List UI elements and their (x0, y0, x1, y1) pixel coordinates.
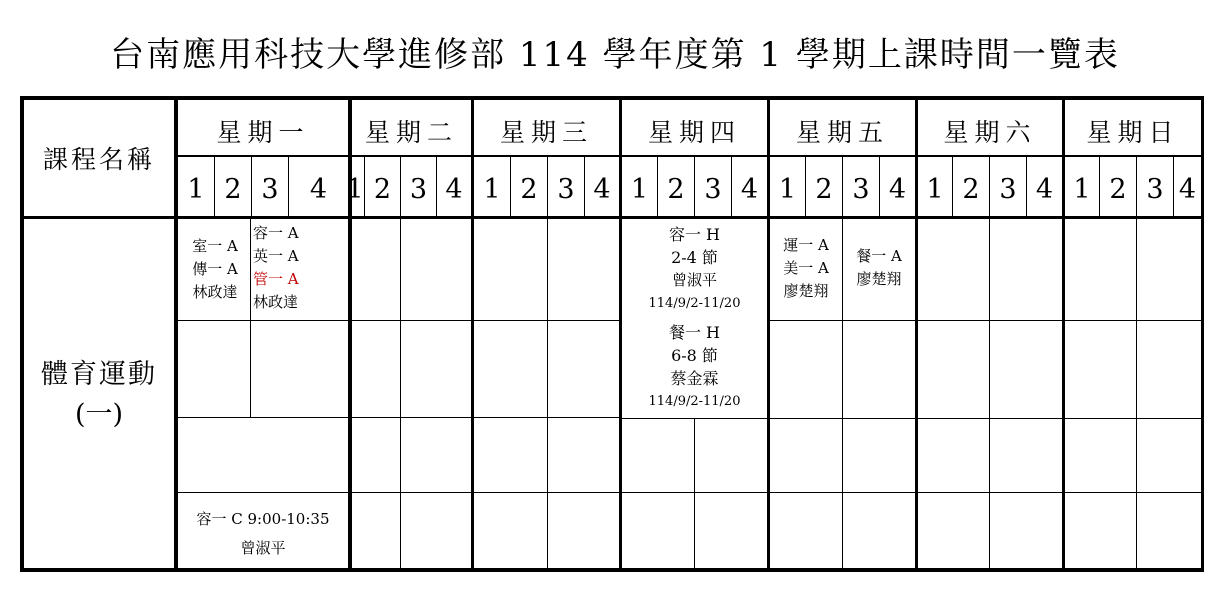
col-sep-course (174, 96, 178, 572)
class-line: 英一 A (253, 247, 299, 265)
cell-line (400, 219, 401, 569)
period-number: 1 (926, 174, 944, 205)
period-number: 1 (778, 174, 797, 205)
period-number: 3 (557, 174, 575, 205)
class-line: 114/9/2-11/20 (648, 394, 741, 409)
class-line: 林政達 (192, 283, 238, 301)
period-number: 3 (852, 174, 870, 205)
cell-line (989, 219, 990, 569)
period-number: 4 (593, 174, 611, 205)
class-line: 餐一 H (668, 323, 721, 342)
day-header-sat: 星期六 (943, 118, 1037, 147)
course-name-header: 課程名稱 (42, 145, 155, 174)
class-line: 6-8 節 (671, 346, 718, 365)
period-number: 3 (704, 174, 722, 205)
cell-line (547, 219, 548, 569)
period-number: 2 (520, 174, 538, 205)
cell-line (1136, 219, 1137, 569)
class-line: 容一 C 9:00-10:35 (196, 510, 330, 528)
row-line (918, 320, 1202, 321)
row-line (178, 417, 350, 418)
row-line (352, 320, 620, 321)
day-header-fri: 星期五 (795, 118, 889, 147)
period-number: 4 (309, 174, 328, 205)
table-border-bottom (20, 568, 1204, 572)
class-line: 蔡金霖 (670, 369, 719, 388)
period-number: 3 (409, 174, 428, 205)
class-cell-mon-p34 (253, 222, 313, 314)
period-number: 1 (1073, 174, 1091, 205)
period-number: 3 (1146, 174, 1164, 205)
row-line (622, 492, 768, 493)
col-sep-tue (471, 96, 474, 572)
col-sep-fri (915, 96, 918, 572)
col-sep-sat (1062, 96, 1065, 572)
class-line: 運一 A (783, 236, 829, 254)
class-cell-fri-p34 (843, 245, 915, 291)
class-line: 容一 A (253, 224, 299, 242)
period-number: 4 (1035, 174, 1054, 205)
class-line: 廖楚翔 (856, 270, 902, 288)
class-line: 林政達 (253, 293, 299, 311)
row-line (352, 417, 620, 418)
class-line: 美一 A (783, 259, 829, 277)
row-line (770, 320, 916, 321)
header-divider (176, 155, 1202, 157)
table-border-right (1201, 96, 1204, 572)
period-number: 1 (187, 174, 205, 205)
row-line (622, 418, 768, 419)
day-header-thu: 星期四 (647, 118, 741, 147)
class-line: 傳一 A (192, 260, 238, 278)
class-line: 114/9/2-11/20 (648, 296, 741, 311)
period-number: 2 (815, 174, 833, 205)
row-line (352, 492, 620, 493)
day-header-tue: 星期二 (364, 118, 458, 147)
class-line: 廖楚翔 (783, 282, 829, 300)
day-header-mon: 星期一 (216, 118, 310, 147)
row-line (178, 320, 350, 321)
class-line-highlight: 管一 A (253, 270, 299, 288)
class-line: 2-4 節 (671, 248, 718, 267)
class-cell-thu-b (622, 321, 767, 413)
col-sep-thu (767, 96, 770, 572)
period-number: 2 (373, 174, 392, 205)
row-line (770, 418, 916, 419)
class-cell-thu-a (622, 223, 767, 315)
period-number: 2 (667, 174, 685, 205)
day-header-wed: 星期三 (499, 118, 593, 147)
class-line: 曾淑平 (671, 271, 717, 289)
course-name-line1: 體育運動 (41, 359, 157, 390)
row-line (178, 492, 350, 493)
period-number: 1 (483, 174, 501, 205)
period-number: 2 (224, 174, 242, 205)
cell-line (694, 418, 695, 569)
course-name-line2: (一) (74, 399, 124, 430)
row-line (918, 492, 1202, 493)
class-cell-mon-p12 (182, 235, 248, 304)
period-number: 4 (888, 174, 907, 205)
class-line: 曾淑平 (240, 539, 286, 557)
row-line (918, 418, 1202, 419)
class-cell-mon-extra (178, 505, 348, 563)
class-line: 餐一 A (856, 247, 902, 265)
period-number: 1 (346, 174, 364, 205)
cell-line (250, 219, 251, 418)
class-line: 室一 A (192, 237, 238, 255)
period-number: 4 (445, 174, 463, 205)
period-number: 3 (999, 174, 1017, 205)
day-header-sun: 星期日 (1086, 118, 1180, 147)
period-number: 1 (630, 174, 649, 205)
period-number: 2 (962, 174, 980, 205)
period-number: 2 (1109, 174, 1127, 205)
class-line: 容一 H (668, 225, 721, 244)
course-name (24, 355, 174, 435)
period-number: 3 (261, 174, 279, 205)
period-number: 4 (1178, 174, 1197, 205)
period-number: 4 (740, 174, 759, 205)
col-sep-mon (348, 96, 352, 572)
row-line (770, 492, 916, 493)
table-border-top (20, 96, 1204, 100)
class-cell-fri-p12 (772, 234, 840, 303)
page-title: 台南應用科技大學進修部 114 學年度第 1 學期上課時間一覽表 (110, 35, 1120, 75)
